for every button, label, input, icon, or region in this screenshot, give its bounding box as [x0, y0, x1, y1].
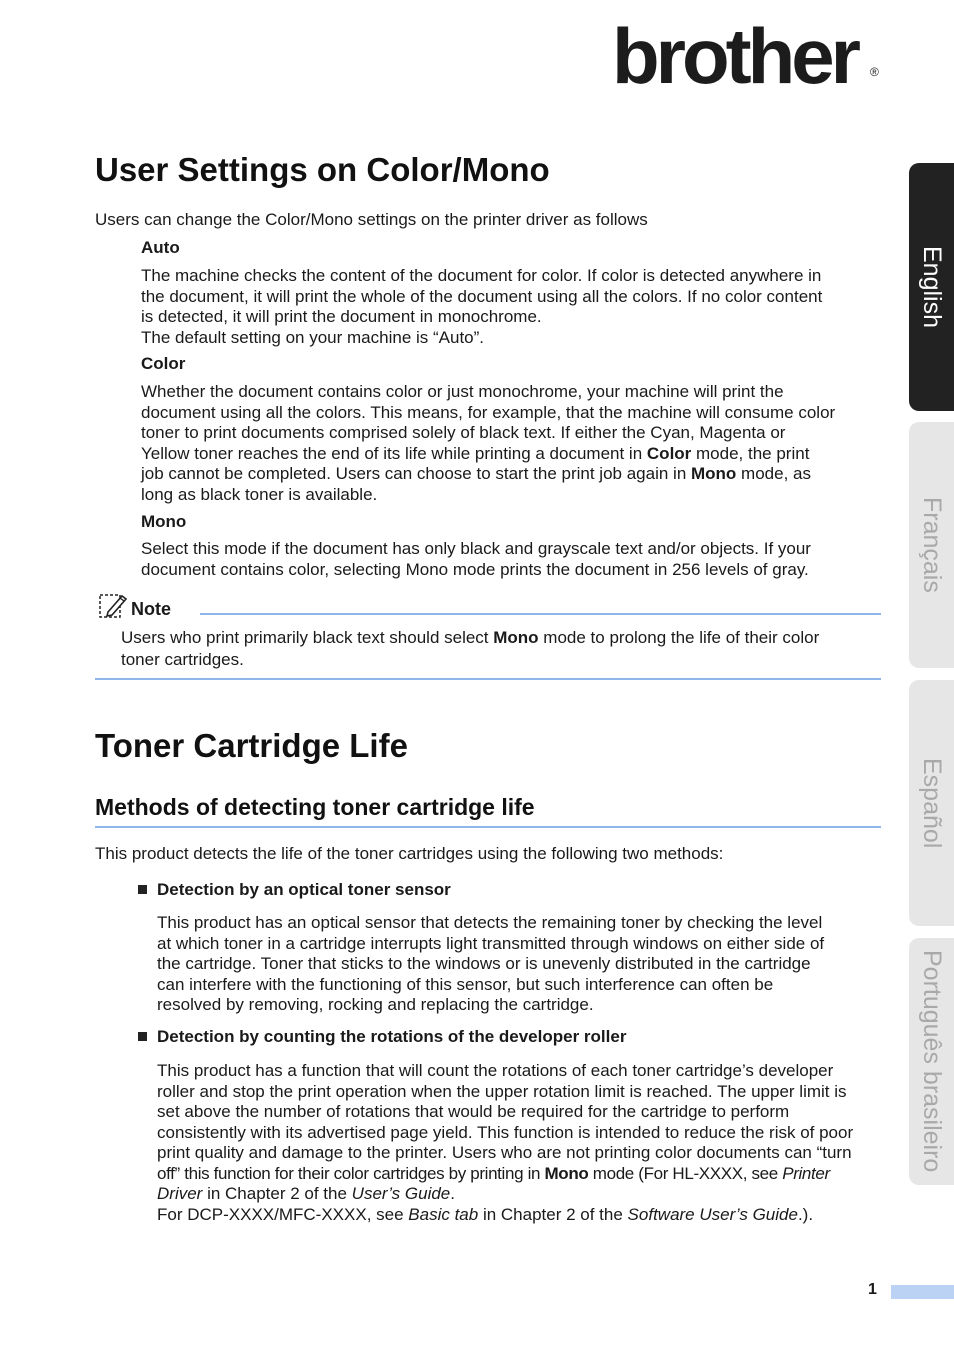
- text-line: document using all the colors. This means, for example, that the machine will consume color: [141, 402, 836, 422]
- text-line: toner to print documents comprised solely of black text. If either the Cyan, Magenta or: [141, 423, 786, 442]
- auto-description: [141, 266, 822, 348]
- square-bullet-icon: [138, 885, 147, 894]
- text-run: Yellow toner reaches the end of its life while printing a document in: [141, 443, 647, 463]
- text-line: the document, it will print the whole of the document using all the colors. If no color content: [141, 286, 823, 306]
- text-line: can interfere with the functioning of this sensor, but such interference can often be: [157, 974, 774, 994]
- square-bullet-icon: [138, 1032, 147, 1041]
- doc-reference: Driver: [157, 1184, 203, 1203]
- section-title-color-mono: User Settings on Color/Mono: [95, 151, 550, 188]
- logo-text: brother: [612, 12, 857, 100]
- tab-english[interactable]: [909, 163, 954, 411]
- text-run: mode, as: [736, 464, 811, 483]
- brother-logo: [612, 12, 882, 100]
- heading-text: Detection by an optical toner sensor: [157, 880, 451, 899]
- doc-reference: Basic tab: [408, 1204, 479, 1224]
- color-description: [141, 382, 835, 505]
- tab-francais-label: Français: [918, 497, 946, 593]
- text-line: Select this mode if the document has only black and grayscale text and/or objects. If your: [141, 539, 811, 558]
- heading-text: Detection by counting the rotations of the developer roller: [157, 1027, 627, 1046]
- tab-francais[interactable]: [909, 422, 954, 668]
- text-line: [157, 1164, 853, 1185]
- note-top-rule: [200, 613, 881, 615]
- text-line: roller and stop the print operation when the upper rotation limit is reached. The upper limit is: [157, 1081, 847, 1101]
- text-line: [141, 444, 835, 465]
- text-run: Users who print primarily black text should select: [121, 628, 494, 647]
- doc-reference: User’s Guide: [351, 1184, 451, 1203]
- note-bottom-rule: [95, 678, 881, 680]
- text-run: job cannot be completed. Users can choose to start the print job again in: [141, 464, 691, 483]
- tab-espanol[interactable]: [909, 680, 954, 926]
- doc-reference: Printer: [782, 1163, 830, 1183]
- text-line: [157, 1184, 853, 1205]
- section-intro: Users can change the Color/Mono settings on the printer driver as follows: [95, 210, 648, 229]
- section-title-toner-life: Toner Cartridge Life: [95, 727, 408, 764]
- text-line: The machine checks the content of the document for color. If color is detected anywhere in: [141, 266, 822, 285]
- bold-term: Mono: [544, 1163, 589, 1183]
- registered-mark: ®: [870, 65, 879, 79]
- text-line: toner cartridges.: [121, 649, 244, 669]
- doc-reference: Software User’s Guide: [627, 1204, 798, 1224]
- page-number-bar: [891, 1285, 954, 1299]
- mono-description: [141, 539, 811, 580]
- subsection-title-methods: Methods of detecting toner cartridge life: [95, 794, 535, 820]
- text-line: at which toner in a cartridge interrupts light transmitted through windows on either side of: [157, 933, 825, 953]
- text-line: This product has an optical sensor that detects the remaining toner by checking the level: [157, 913, 823, 932]
- bold-term: Color: [646, 443, 692, 463]
- color-label: Color: [141, 354, 186, 373]
- text-line: This product has a function that will count the rotations of each toner cartridge’s developer: [157, 1061, 834, 1080]
- text-line: Whether the document contains color or just monochrome, your machine will print the: [141, 382, 784, 401]
- methods-intro: This product detects the life of the toner cartridges using the following two methods:: [95, 844, 724, 863]
- text-line: The default setting on your machine is “Auto”.: [141, 327, 485, 347]
- note-icon: [98, 592, 128, 620]
- text-run: mode (For HL-XXXX, see: [588, 1163, 783, 1183]
- note-body: [121, 627, 819, 670]
- text-line: the cartridge. Toner that sticks to the windows or is unevenly distributed in the cartridge: [157, 954, 811, 973]
- tab-espanol-label: Español: [918, 757, 946, 849]
- text-run: .: [450, 1184, 455, 1203]
- subsection-rule: [95, 826, 881, 828]
- text-run: mode to prolong the life of their color: [538, 628, 820, 647]
- text-line: set above the number of rotations that would be required for the cartridge to perform: [157, 1102, 790, 1121]
- mono-label: Mono: [141, 512, 187, 531]
- text-run: For DCP-XXXX/MFC-XXXX, see: [157, 1204, 409, 1224]
- text-run: in Chapter 2 of the: [478, 1204, 628, 1224]
- text-line: [141, 464, 835, 485]
- optical-sensor-heading: [138, 880, 451, 900]
- text-run: off” this function for their color cartridges by printing in: [157, 1163, 545, 1183]
- text-line: long as black toner is available.: [141, 484, 378, 504]
- tab-portugues-label: Português brasileiro: [918, 950, 946, 1173]
- bold-term: Mono: [691, 464, 737, 483]
- text-line: document contains color, selecting Mono mode prints the document in 256 levels of gray.: [141, 559, 809, 579]
- rotation-count-heading: [138, 1027, 626, 1047]
- text-line: resolved by removing, rocking and replacing the cartridge.: [157, 995, 594, 1014]
- text-run: mode, the print: [691, 443, 810, 463]
- rotation-count-description: [157, 1061, 853, 1225]
- text-run: .).: [797, 1204, 814, 1224]
- tab-english-label: English: [918, 246, 946, 328]
- page-number: 1: [868, 1281, 877, 1298]
- text-run: in Chapter 2 of the: [202, 1184, 352, 1203]
- text-line: print quality and damage to the printer. Users who are not printing color documents can “turn: [157, 1143, 852, 1162]
- note-title: Note: [131, 599, 171, 619]
- optical-sensor-description: [157, 913, 824, 1016]
- text-line: [121, 627, 819, 649]
- text-line: is detected, it will print the document in monochrome.: [141, 307, 542, 326]
- bold-term: Mono: [493, 628, 539, 647]
- auto-label: Auto: [141, 238, 180, 257]
- text-line: [157, 1205, 853, 1226]
- text-line: consistently with its advertised page yield. This function is intended to reduce the risk of poor: [157, 1122, 854, 1142]
- tab-portugues[interactable]: [909, 938, 954, 1185]
